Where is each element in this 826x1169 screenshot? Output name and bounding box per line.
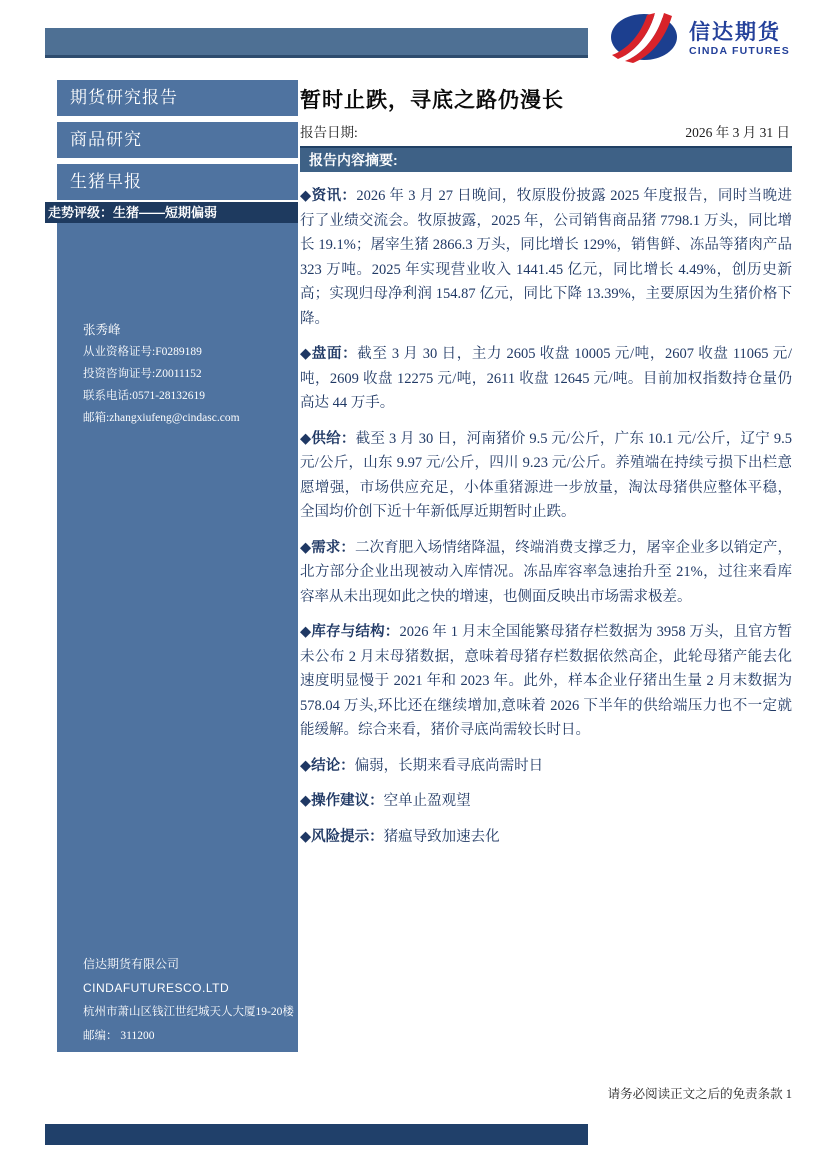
section-demand-text: 二次育肥入场情绪降温，终端消费支撑乏力，屠宰企业多以销定产，北方部分企业出现被动入库情况。冻品库容率急速抬升至 21%，过往来看库容率从未出现如此之快的增速，也侧面反映出市场需求极差。 <box>300 539 792 605</box>
footer-disclaimer: 请务必阅读正文之后的免责条款 1 <box>607 1087 792 1101</box>
report-date-label: 报告日期: <box>300 125 358 140</box>
section-conclusion-text: 偏弱，长期来看寻底尚需时日 <box>354 757 544 774</box>
cinda-swoosh-icon <box>608 11 680 68</box>
summary-header-bar: 报告内容摘要: <box>300 146 792 172</box>
sidebar-box-report-name: 生猪早报 <box>57 164 298 200</box>
section-supply-label: ◆供给： <box>300 430 356 447</box>
section-news-label: ◆资讯： <box>300 188 357 204</box>
top-header-bar <box>45 28 588 58</box>
report-title: 暂时止跌，寻底之路仍漫长 <box>300 89 564 112</box>
company-address: 杭州市萧山区钱江世纪城天人大厦19-20楼 <box>83 1006 294 1018</box>
analyst-email: 邮箱:zhangxiufeng@cindasc.com <box>83 412 240 424</box>
section-advice-label: ◆操作建议： <box>300 793 384 809</box>
section-inventory-label: ◆库存与结构： <box>300 624 400 640</box>
analyst-name: 张秀峰 <box>83 323 121 337</box>
section-risk <box>300 825 792 850</box>
section-news-text: 2026 年 3 月 27 日晚间，牧原股份披露 2025 年度报告，同时当晚进行了业绩交流会。牧原披露，2025 年，公司销售商品猪 7798.1 万头，同比增长 19.1%；屠宰生猪 2866.3 万头，同比增长 129%，销售鲜、冻品等猪肉产品 323 万吨。2025 年实现营业收入 1441.45 亿元，同比增长 4.49%，创历史新高；实现归母净利润 154.87 亿元，同比下降 13.39%，主要原因为生猪价格下降。 <box>300 188 793 327</box>
report-date-value: 2026 年 3 月 31 日 <box>685 125 790 140</box>
section-advice-text: 空单止盈观望 <box>383 793 471 809</box>
section-inventory <box>300 620 792 743</box>
section-market-label: ◆盘面： <box>300 346 358 362</box>
company-name-en: CINDAFUTURESCO.LTD <box>83 981 230 995</box>
section-supply-text: 截至 3 月 30 日，河南猪价 9.5 元/公斤，广东 10.1 元/公斤，辽宁 9.5 元/公斤，山东 9.97 元/公斤，四川 9.23 元/公斤。养殖端在持续亏损下出栏意愿增强，市场供应充足，小体重猪源进一步放量，淘汰母猪供应整体平稳，全国均价创下近十年新低厚近期暂时止跌。 <box>300 430 793 520</box>
section-market-text: 截至 3 月 30 日，主力 2605 收盘 10005 元/吨，2607 收盘 11065 元/吨，2609 收盘 12275 元/吨，2611 收盘 12645 元/吨。目前加权指数持仓量仍高达 44 万手。 <box>300 346 792 411</box>
report-date-row <box>300 121 790 141</box>
section-demand-label: ◆需求： <box>300 539 355 556</box>
company-block <box>83 952 294 1048</box>
analyst-advisory-number: 投资咨询证号:Z0011152 <box>83 368 202 380</box>
section-demand <box>300 536 792 610</box>
section-conclusion-label: ◆结论： <box>300 757 355 774</box>
section-market <box>300 342 792 416</box>
logo-en-text: CINDA FUTURES <box>689 44 790 57</box>
section-news <box>300 184 792 331</box>
analyst-qualification-number: 从业资格证号:F0289189 <box>83 346 202 358</box>
section-inventory-text: 2026 年 1 月末全国能繁母猪存栏数据为 3958 万头，且官方暂未公布 2 月末母猪数据，意味着母猪存栏数据依然高企，此轮母猪产能去化速度明显慢于 2021 年和 2023 年。此外，样本企业仔猪出生量 2 月末数据为 578.04 万头,环比还在继续增加,意味着 2026 下半年的供给端压力也不一定就能缓解。综合来看，猪价寻底尚需较长时日。 <box>300 624 793 738</box>
logo-cn-text: 信达期货 <box>689 20 781 44</box>
analyst-phone: 联系电话:0571-28132619 <box>83 390 206 402</box>
section-risk-label: ◆风险提示： <box>300 828 384 845</box>
sidebar-panel <box>57 223 298 1052</box>
section-risk-text: 猪瘟导致加速去化 <box>383 828 500 845</box>
analyst-block <box>83 319 240 429</box>
trend-rating-bar: 走势评级：生猪——短期偏弱 <box>45 202 298 223</box>
cinda-logo <box>608 13 790 65</box>
bottom-footer-bar <box>45 1124 588 1145</box>
section-advice <box>300 789 792 814</box>
company-name-cn: 信达期货有限公司 <box>83 957 180 971</box>
section-supply <box>300 427 792 525</box>
section-conclusion <box>300 754 792 779</box>
company-postcode: 邮编： 311200 <box>83 1030 155 1042</box>
summary-sections <box>300 184 792 860</box>
sidebar-box-report-type: 期货研究报告 <box>57 80 298 116</box>
sidebar-box-research-category: 商品研究 <box>57 122 298 158</box>
